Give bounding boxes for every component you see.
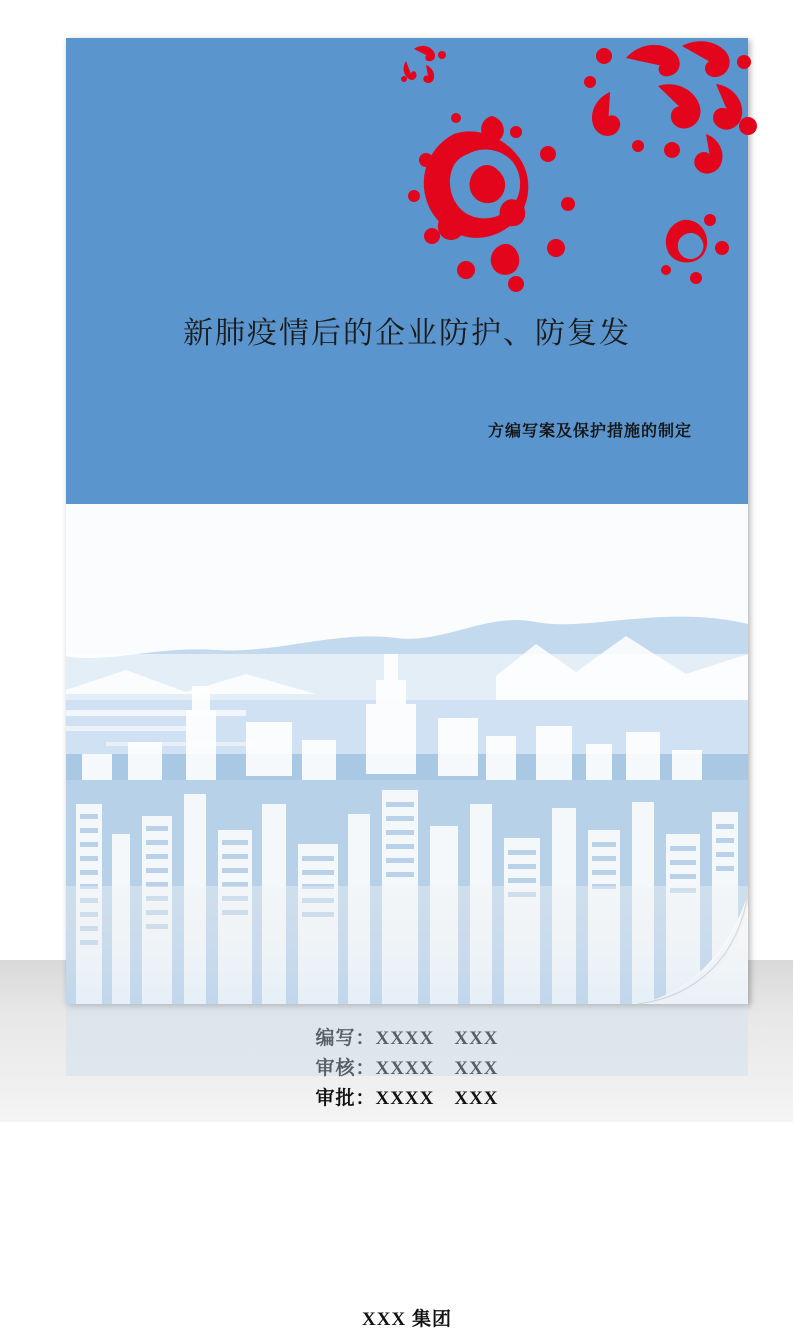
virus-blob-icon — [566, 38, 766, 188]
page-subtitle: 方编写案及保护措施的制定 — [487, 423, 692, 440]
credit-reviewer-label: 审核： — [315, 1058, 376, 1079]
credit-author-value: XXXX XXX — [375, 1028, 499, 1049]
page-title: 新肺疫情后的企业防护、防复发 — [183, 317, 631, 350]
organization-name: XXX 集团 — [362, 1309, 452, 1330]
credit-reviewer-value: XXXX XXX — [375, 1058, 499, 1079]
credit-approver-value: XXXX XXX — [375, 1088, 499, 1109]
virus-blob-icon — [396, 108, 596, 328]
cover-header-panel — [66, 38, 748, 504]
credit-line — [66, 1024, 748, 1054]
credit-line — [66, 1084, 748, 1114]
virus-blob-icon — [396, 43, 466, 113]
virus-blob-icon — [656, 208, 736, 298]
cover-city-panel — [66, 504, 748, 1330]
credits-block — [66, 1024, 748, 1114]
cover-page — [66, 38, 748, 1330]
credit-approver-label: 审批： — [315, 1088, 376, 1109]
credit-line — [66, 1054, 748, 1084]
city-skyline-icon — [66, 504, 748, 1004]
credit-author-label: 编写： — [315, 1028, 376, 1049]
